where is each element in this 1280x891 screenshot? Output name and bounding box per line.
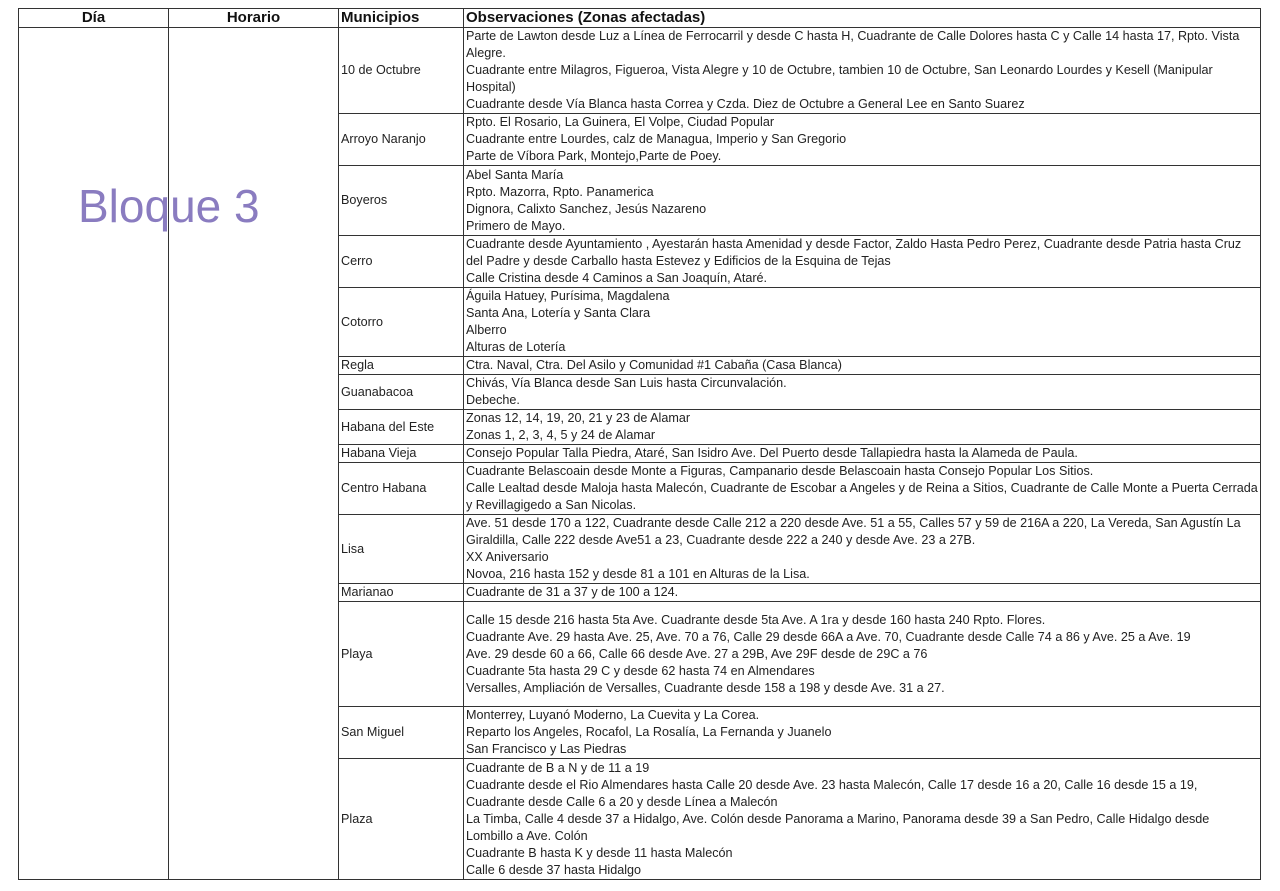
observaciones-cell	[464, 236, 1261, 288]
zona-line: XX Aniversario	[466, 550, 549, 564]
zona-line: Dignora, Calixto Sanchez, Jesús Nazareno	[466, 201, 707, 216]
municipio-cell: Plaza	[339, 759, 464, 880]
observaciones-cell	[464, 707, 1261, 759]
zona-line: Chivás, Vía Blanca desde San Luis hasta Circunvalación.	[466, 376, 787, 390]
municipio-cell: Arroyo Naranjo	[339, 114, 464, 166]
municipio-cell: Habana Vieja	[339, 445, 464, 463]
table-body	[19, 28, 1261, 880]
municipio-cell: Playa	[339, 602, 464, 707]
zona-line: Alturas de Lotería	[466, 340, 566, 354]
municipio-cell: Cotorro	[339, 288, 464, 357]
observaciones-cell	[464, 584, 1261, 602]
municipio-cell: Lisa	[339, 515, 464, 584]
zona-line: Zonas 1, 2, 3, 4, 5 y 24 de Alamar	[466, 428, 656, 442]
zona-line: Santa Ana, Lotería y Santa Clara	[466, 306, 651, 320]
header-municipios: Municipios	[339, 9, 464, 28]
zona-line: Parte de Víbora Park, Montejo,Parte de Poey.	[466, 149, 722, 163]
municipio-cell: San Miguel	[339, 707, 464, 759]
observaciones-cell	[464, 114, 1261, 166]
zona-line: Cuadrante Belascoain desde Monte a Figuras, Campanario desde Belascoain hasta Consejo Popular Los Sitios.	[466, 464, 1094, 478]
zona-line: Calle 6 desde 37 hasta Hidalgo	[466, 862, 642, 877]
zona-line: Cuadrante B hasta K y desde 11 hasta Malecón	[466, 845, 733, 860]
observaciones-cell	[464, 375, 1261, 410]
zona-line: Rpto. El Rosario, La Guinera, El Volpe, Ciudad Popular	[466, 115, 775, 129]
zona-line: Versalles, Ampliación de Versalles, Cuadrante desde 158 a 198 y desde Ave. 31 a 27.	[466, 680, 945, 695]
zona-line: Cuadrante entre Lourdes, calz de Managua, Imperio y San Gregorio	[466, 132, 847, 146]
zona-line: Monterrey, Luyanó Moderno, La Cuevita y La Corea.	[466, 708, 760, 722]
header-row	[19, 9, 1261, 28]
observaciones-cell	[464, 410, 1261, 445]
dia-cell	[19, 28, 169, 880]
observaciones-cell	[464, 463, 1261, 515]
header-observaciones: Observaciones (Zonas afectadas)	[464, 9, 1261, 28]
observaciones-cell	[464, 759, 1261, 880]
municipio-cell: Regla	[339, 357, 464, 375]
municipio-cell: Habana del Este	[339, 410, 464, 445]
observaciones-cell	[464, 288, 1261, 357]
table-row	[19, 28, 1261, 114]
zona-line: Alberro	[466, 323, 507, 337]
municipio-cell: Marianao	[339, 584, 464, 602]
zona-line: Cuadrante entre Milagros, Figueroa, Vista Alegre y 10 de Octubre, tambien 10 de Octubre, San Leonardo Lourdes y Kesell (Manipular Hospital)	[466, 63, 1213, 94]
zona-line: Reparto los Angeles, Rocafol, La Rosalía, La Fernanda y Juanelo	[466, 725, 832, 739]
zona-line: Parte de Lawton desde Luz a Línea de Ferrocarril y desde C hasta H, Cuadrante de Calle Dolores hasta C y Calle 14 hasta 17, Rpto. Vista Alegre.	[466, 29, 1240, 60]
horario-cell	[169, 28, 339, 880]
schedule-table	[18, 8, 1261, 880]
bloque-label: Bloque 3	[78, 180, 260, 232]
observaciones-cell	[464, 28, 1261, 114]
observaciones-cell	[464, 445, 1261, 463]
municipio-cell: Guanabacoa	[339, 375, 464, 410]
zona-line: Calle 15 desde 216 hasta 5ta Ave. Cuadrante desde 5ta Ave. A 1ra y desde 160 hasta 240 Rpto. Flores.	[466, 612, 1046, 627]
zona-line: Águila Hatuey, Purísima, Magdalena	[466, 289, 670, 303]
zona-line: Primero de Mayo.	[466, 218, 566, 233]
zona-line: Cuadrante 5ta hasta 29 C y desde 62 hasta 74 en Almendares	[466, 663, 815, 678]
zona-line: Ave. 29 desde 60 a 66, Calle 66 desde Ave. 27 a 29B, Ave 29F desde de 29C a 76	[466, 646, 928, 661]
zona-line: Debeche.	[466, 393, 520, 407]
municipio-cell: 10 de Octubre	[339, 28, 464, 114]
zona-line: Cuadrante desde Vía Blanca hasta Correa y Czda. Diez de Octubre a General Lee en Santo Suarez	[466, 97, 1025, 111]
municipio-cell: Cerro	[339, 236, 464, 288]
zona-line: Novoa, 216 hasta 152 y desde 81 a 101 en Alturas de la Lisa.	[466, 567, 810, 581]
zona-line: Cuadrante de 31 a 37 y de 100 a 124.	[466, 585, 679, 599]
zona-line: Calle Lealtad desde Maloja hasta Malecón, Cuadrante de Escobar a Angeles y de Reina a Sitios, Cuadrante de Calle Monte a Puerta Cerrada y Revillagigedo a San Nicolas.	[466, 481, 1258, 512]
observaciones-cell	[464, 166, 1261, 236]
zona-line: Zonas 12, 14, 19, 20, 21 y 23 de Alamar	[466, 411, 691, 425]
zona-line: Ctra. Naval, Ctra. Del Asilo y Comunidad #1 Cabaña (Casa Blanca)	[466, 358, 842, 372]
header-horario: Horario	[169, 9, 339, 28]
zona-line: Calle Cristina desde 4 Caminos a San Joaquín, Ataré.	[466, 271, 768, 285]
observaciones-cell	[464, 602, 1261, 707]
zona-line: Cuadrante desde Ayuntamiento , Ayestarán hasta Amenidad y desde Factor, Zaldo Hasta Pedro Perez, Cuadrante desde Patria hasta Cruz del Padre y desde Carballo hasta Estevez y Edificios de la Esquina de Tejas	[466, 237, 1242, 268]
municipio-cell: Boyeros	[339, 166, 464, 236]
observaciones-cell	[464, 357, 1261, 375]
zona-line: Ave. 51 desde 170 a 122, Cuadrante desde Calle 212 a 220 desde Ave. 51 a 55, Calles 57 y 59 de 216A a 220, La Vereda, San Agustín La Giraldilla, Calle 222 desde Ave51 a 23, Cuadrante desde 222 a 240 y desde Ave. 23 a 27B.	[466, 516, 1241, 547]
observaciones-cell	[464, 515, 1261, 584]
zona-line: Cuadrante desde el Rio Almendares hasta Calle 20 desde Ave. 23 hasta Malecón, Calle 17 desde 16 a 20, Calle 16 desde 15 a 19, Cuadrante desde Calle 6 a 20 y desde Línea a Malecón	[466, 777, 1198, 809]
zona-line: San Francisco y Las Piedras	[466, 742, 627, 756]
municipio-cell: Centro Habana	[339, 463, 464, 515]
zona-line: Consejo Popular Talla Piedra, Ataré, San Isidro Ave. Del Puerto desde Tallapiedra hasta la Alameda de Paula.	[466, 446, 1078, 460]
zona-line: Rpto. Mazorra, Rpto. Panamerica	[466, 184, 654, 199]
zona-line: Cuadrante Ave. 29 hasta Ave. 25, Ave. 70 a 76, Calle 29 desde 66A a Ave. 70, Cuadrante desde Calle 74 a 86 y Ave. 25 a Ave. 19	[466, 629, 1191, 644]
zona-line: La Timba, Calle 4 desde 37 a Hidalgo, Ave. Colón desde Panorama a Marino, Panorama desde 39 a San Pedro, Calle Hidalgo desde Lombillo a Ave. Colón	[466, 811, 1210, 843]
zona-line: Abel Santa María	[466, 167, 564, 182]
zona-line: Cuadrante de B a N y de 11 a 19	[466, 760, 650, 775]
header-dia: Día	[19, 9, 169, 28]
